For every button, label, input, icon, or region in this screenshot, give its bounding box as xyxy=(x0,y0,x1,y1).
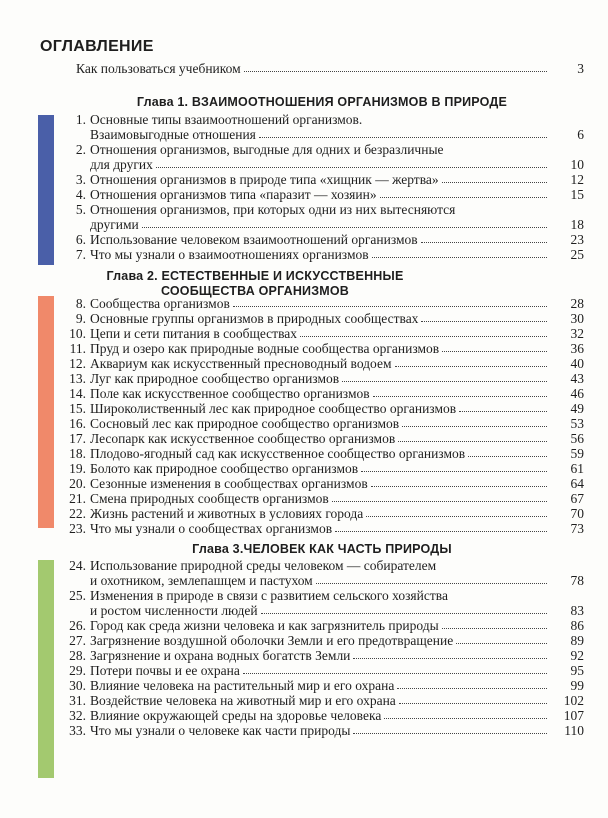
toc-entry xyxy=(60,476,584,491)
entry-text-line: Влияние человека на растительный мир и его охрана xyxy=(90,678,395,693)
entry-page-number: 40 xyxy=(570,356,584,371)
dot-leader xyxy=(395,365,547,367)
toc-entry xyxy=(60,326,584,341)
entry-number: 17. xyxy=(69,431,86,446)
chapter-1-color-bar xyxy=(38,115,54,265)
dot-leader xyxy=(244,70,547,72)
entry-text-line: Загрязнение воздушной оболочки Земли и его предотвращение xyxy=(90,633,454,648)
dot-leader xyxy=(233,305,547,307)
toc-entry xyxy=(60,247,584,262)
entry-number: 21. xyxy=(69,491,86,506)
entry-text-line: Пруд и озеро как природные водные сообщества организмов xyxy=(90,341,440,356)
dot-leader xyxy=(332,500,547,502)
entry-text-line: Поле как искусственное сообщество организмов xyxy=(90,386,370,401)
intro-text: Как пользоваться учебником xyxy=(76,61,241,76)
entry-page-number: 59 xyxy=(570,446,584,461)
dot-leader xyxy=(353,657,547,659)
entry-page-number: 10 xyxy=(570,157,584,172)
entry-number: 1. xyxy=(75,112,86,127)
toc-entry xyxy=(60,678,584,693)
entry-page-number: 102 xyxy=(563,693,584,708)
entry-number: 24. xyxy=(69,558,86,573)
entry-page-number: 12 xyxy=(570,172,584,187)
chapter-3-entries xyxy=(60,558,584,738)
entry-page-number: 73 xyxy=(570,521,584,536)
entry-number: 19. xyxy=(69,461,86,476)
chapter-2-color-bar xyxy=(38,296,54,528)
toc-entry xyxy=(60,431,584,446)
dot-leader xyxy=(371,485,547,487)
dot-leader xyxy=(373,395,547,397)
dot-leader xyxy=(300,335,547,337)
entry-number: 11. xyxy=(69,341,86,356)
entry-number: 32. xyxy=(69,708,86,723)
entry-text-line: Луг как природное сообщество организмов xyxy=(90,371,340,386)
toc-entry xyxy=(60,202,584,232)
entry-page-number: 28 xyxy=(570,296,584,311)
entry-text-line: Отношения организмов, при которых одни из них вытесняются xyxy=(90,202,456,217)
entry-page-number: 86 xyxy=(570,618,584,633)
entry-page-number: 46 xyxy=(570,386,584,401)
entry-text-line: Город как среда жизни человека и как загрязнитель природы xyxy=(90,618,439,633)
toc-entry xyxy=(60,708,584,723)
toc-entry xyxy=(60,723,584,738)
toc-entry xyxy=(60,648,584,663)
entry-number: 20. xyxy=(69,476,86,491)
toc-entry xyxy=(60,142,584,172)
dot-leader xyxy=(361,470,547,472)
entry-text-line: Основные типы взаимоотношений организмов. xyxy=(90,112,363,127)
toc-title: ОГЛАВЛЕНИЕ xyxy=(40,38,154,55)
entry-number: 5. xyxy=(75,202,86,217)
entry-text-line: для других xyxy=(90,157,153,172)
entry-page-number: 53 xyxy=(570,416,584,431)
entry-number: 28. xyxy=(69,648,86,663)
dot-leader xyxy=(342,380,547,382)
dot-leader xyxy=(421,241,547,243)
dot-leader xyxy=(459,410,547,412)
entry-number: 15. xyxy=(69,401,86,416)
entry-text-line: другими xyxy=(90,217,139,232)
entry-page-number: 110 xyxy=(564,723,584,738)
entry-page-number: 95 xyxy=(570,663,584,678)
dot-leader xyxy=(372,256,547,258)
dot-leader xyxy=(259,136,547,138)
entry-text-line: Смена природных сообществ организмов xyxy=(90,491,329,506)
chapter-title-line: Глава 2. ЕСТЕСТВЕННЫЕ И ИСКУССТВЕННЫЕ xyxy=(106,269,404,283)
entry-page-number: 61 xyxy=(570,461,584,476)
entry-number: 16. xyxy=(69,416,86,431)
toc-entry xyxy=(60,356,584,371)
toc-entry xyxy=(60,663,584,678)
chapter-3-color-bar xyxy=(38,560,54,778)
entry-text-line: Что мы узнали о взаимоотношениях организмов xyxy=(90,247,369,262)
chapter-2-entries xyxy=(60,296,584,536)
toc-entry xyxy=(60,521,584,536)
entry-page-number: 6 xyxy=(577,127,584,142)
chapter-1-entries xyxy=(60,112,584,262)
entry-number: 8. xyxy=(75,296,86,311)
entry-page-number: 67 xyxy=(570,491,584,506)
toc-entry xyxy=(60,311,584,326)
entry-text-line: Широколиственный лес как природное сообщество организмов xyxy=(90,401,457,416)
entry-text-line: Отношения организмов, выгодные для одних и безразличные xyxy=(90,142,444,157)
toc-entry xyxy=(60,112,584,142)
dot-leader xyxy=(421,320,547,322)
toc-entry xyxy=(60,371,584,386)
dot-leader xyxy=(261,612,547,614)
entry-text-line: Использование природной среды человеком — собирателем xyxy=(90,558,437,573)
toc-entry xyxy=(60,416,584,431)
dot-leader xyxy=(442,627,547,629)
entry-number: 26. xyxy=(69,618,86,633)
dot-leader xyxy=(366,515,547,517)
entry-number: 9. xyxy=(75,311,86,326)
dot-leader xyxy=(397,687,547,689)
toc-entry xyxy=(60,187,584,202)
toc-intro-entry xyxy=(76,61,584,76)
entry-number: 3. xyxy=(75,172,86,187)
toc-entry xyxy=(60,386,584,401)
toc-entry xyxy=(60,401,584,416)
entry-page-number: 56 xyxy=(570,431,584,446)
toc-entry xyxy=(60,491,584,506)
dot-leader xyxy=(243,672,547,674)
entry-number: 12. xyxy=(69,356,86,371)
entry-number: 18. xyxy=(69,446,86,461)
entry-number: 6. xyxy=(75,232,86,247)
entry-page-number: 43 xyxy=(570,371,584,386)
toc-entry xyxy=(60,461,584,476)
entry-text-line: Воздействие человека на животный мир и его охрана xyxy=(90,693,396,708)
toc-entry xyxy=(60,172,584,187)
entry-text-line: Отношения организмов в природе типа «хищник — жертва» xyxy=(90,172,439,187)
entry-number: 27. xyxy=(69,633,86,648)
dot-leader xyxy=(156,166,547,168)
toc-entry xyxy=(60,446,584,461)
dot-leader xyxy=(442,350,547,352)
toc-entry xyxy=(60,633,584,648)
entry-text-line: Аквариум как искусственный пресноводный водоем xyxy=(90,356,392,371)
dot-leader xyxy=(335,530,547,532)
chapter-title-line: Глава 3.ЧЕЛОВЕК КАК ЧАСТЬ ПРИРОДЫ xyxy=(192,542,452,556)
entry-text-line: Влияние окружающей среды на здоровье человека xyxy=(90,708,382,723)
entry-page-number: 32 xyxy=(570,326,584,341)
entry-text-line: Основные группы организмов в природных сообществах xyxy=(90,311,419,326)
entry-number: 7. xyxy=(75,247,86,262)
entry-number: 2. xyxy=(75,142,86,157)
dot-leader xyxy=(456,642,547,644)
toc-entry xyxy=(60,588,584,618)
entry-text-line: Что мы узнали о сообществах организмов xyxy=(90,521,333,536)
entry-number: 30. xyxy=(69,678,86,693)
entry-number: 23. xyxy=(69,521,86,536)
entry-number: 14. xyxy=(69,386,86,401)
dot-leader xyxy=(380,196,547,198)
entry-text-line: Использование человеком взаимоотношений организмов xyxy=(90,232,418,247)
dot-leader xyxy=(398,440,547,442)
entry-number: 25. xyxy=(69,588,86,603)
dot-leader xyxy=(468,455,547,457)
entry-page-number: 25 xyxy=(570,247,584,262)
entry-number: 10. xyxy=(69,326,86,341)
dot-leader xyxy=(316,582,547,584)
entry-number: 31. xyxy=(69,693,86,708)
entry-text-line: Сезонные изменения в сообществах организмов xyxy=(90,476,368,491)
chapter-3-title xyxy=(60,542,584,557)
entry-number: 33. xyxy=(69,723,86,738)
entry-number: 22. xyxy=(69,506,86,521)
dot-leader xyxy=(402,425,547,427)
entry-page-number: 18 xyxy=(570,217,584,232)
entry-text-line: Плодово-ягодный сад как искусственное сообщество организмов xyxy=(90,446,466,461)
entry-page-number: 83 xyxy=(570,603,584,618)
toc-entry xyxy=(60,506,584,521)
chapter-2-title xyxy=(60,269,450,299)
entry-text-line: Сообщества организмов xyxy=(90,296,230,311)
entry-text-line: Что мы узнали о человеке как части природы xyxy=(90,723,351,738)
entry-page-number: 15 xyxy=(570,187,584,202)
entry-text-line: Лесопарк как искусственное сообщество организмов xyxy=(90,431,396,446)
toc-entry xyxy=(60,558,584,588)
entry-text-line: и охотником, землепашцем и пастухом xyxy=(90,573,313,588)
dot-leader xyxy=(353,732,547,734)
entry-text-line: Взаимовыгодные отношения xyxy=(90,127,256,142)
entry-text-line: Жизнь растений и животных в условиях города xyxy=(90,506,364,521)
entry-text-line: Болото как природное сообщество организмов xyxy=(90,461,359,476)
entry-text-line: Загрязнение и охрана водных богатств Земли xyxy=(90,648,351,663)
entry-page-number: 107 xyxy=(563,708,584,723)
entry-text-line: Цепи и сети питания в сообществах xyxy=(90,326,298,341)
dot-leader xyxy=(442,181,547,183)
entry-number: 13. xyxy=(69,371,86,386)
entry-page-number: 30 xyxy=(570,311,584,326)
entry-text-line: и ростом численности людей xyxy=(90,603,258,618)
entry-page-number: 49 xyxy=(570,401,584,416)
chapter-1-title xyxy=(60,95,584,110)
toc-entry xyxy=(60,296,584,311)
entry-text-line: Сосновый лес как природное сообщество организмов xyxy=(90,416,400,431)
entry-number: 4. xyxy=(75,187,86,202)
entry-text-line: Потери почвы и ее охрана xyxy=(90,663,240,678)
entry-page-number: 23 xyxy=(570,232,584,247)
chapter-title-line: Глава 1. ВЗАИМООТНОШЕНИЯ ОРГАНИЗМОВ В ПРИРОДЕ xyxy=(136,95,508,109)
toc-entry xyxy=(60,341,584,356)
chapter-title-line: СООБЩЕСТВА ОРГАНИЗМОВ xyxy=(160,284,350,298)
entry-page-number: 64 xyxy=(570,476,584,491)
entry-page-number: 78 xyxy=(570,573,584,588)
dot-leader xyxy=(399,702,547,704)
entry-page-number: 36 xyxy=(570,341,584,356)
entry-text-line: Изменения в природе в связи с развитием сельского хозяйства xyxy=(90,588,448,603)
intro-page: 3 xyxy=(577,61,584,76)
entry-page-number: 70 xyxy=(570,506,584,521)
dot-leader xyxy=(384,717,547,719)
toc-entry xyxy=(60,232,584,247)
toc-entry xyxy=(60,618,584,633)
entry-page-number: 92 xyxy=(570,648,584,663)
toc-entry xyxy=(60,693,584,708)
entry-page-number: 99 xyxy=(570,678,584,693)
dot-leader xyxy=(142,226,547,228)
entry-text-line: Отношения организмов типа «паразит — хозяин» xyxy=(90,187,377,202)
entry-number: 29. xyxy=(69,663,86,678)
entry-page-number: 89 xyxy=(570,633,584,648)
